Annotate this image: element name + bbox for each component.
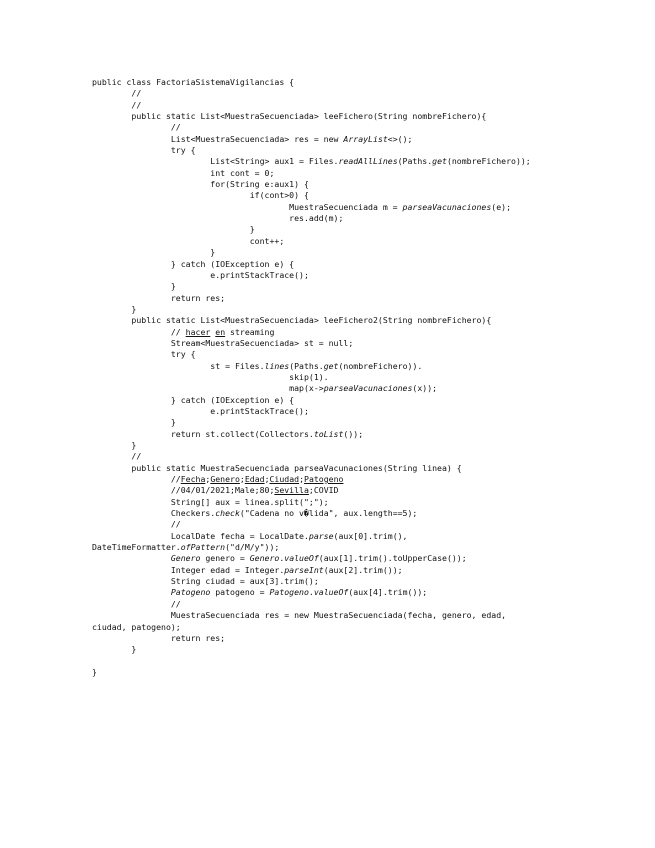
code-segment: Genero [210,474,240,485]
code-line [92,236,632,247]
code-segment: int cont = 0; [92,167,275,178]
code-segment: MuestraSecuenciada m = [92,201,403,212]
code-segment: } [92,281,176,292]
code-line [92,667,632,678]
code-line [92,213,632,224]
code-line [92,406,632,417]
code-line [92,224,632,235]
code-segment: . [308,587,314,598]
code-line [92,327,632,338]
code-line [92,565,632,576]
code-segment: toList [313,428,344,439]
code-segment: ciudad, patogeno); [92,621,181,632]
code-line [92,122,632,133]
code-segment: Ciudad [269,474,300,485]
code-segment: (x)); [412,383,438,394]
code-segment: List<String> aux1 = Files. [92,156,339,167]
code-segment: return res; [92,292,226,303]
code-segment: ; [299,474,305,485]
code-segment: public static List<MuestraSecuenciada> leeFichero2(String nombreFichero){ [92,315,492,326]
code-segment: Genero [170,553,201,564]
code-segment: Fecha [180,474,206,485]
code-segment: } [92,303,137,314]
code-segment: // [92,474,181,485]
code-segment: valueOf [284,553,319,564]
code-segment: genero = [200,553,250,564]
code-segment: map(x-> [92,383,324,394]
code-segment: en [215,326,226,337]
code-line [92,508,632,519]
code-segment: streaming [225,326,275,337]
code-line [92,281,632,292]
code-segment: parseaVacunaciones [323,383,413,394]
code-segment: } [92,440,137,450]
code-segment: Stream<MuestraSecuenciada> st = null; [92,337,354,348]
code-line [92,179,632,190]
code-segment: // [92,326,186,337]
code-segment: // [92,122,181,133]
code-segment: e.printStackTrace(); [92,269,309,280]
code-segment: Patogeno [170,587,211,598]
code-line [92,383,632,394]
code-segment: (Paths. [289,360,324,371]
code-segment: List<MuestraSecuenciada> res = new [92,133,344,144]
code-segment: (Paths. [397,156,433,167]
code-line [92,168,632,179]
code-segment: Sevilla [274,485,309,496]
code-line [92,633,632,644]
code-segment: public static MuestraSecuenciada parseaVacunaciones(String linea) { [92,462,462,473]
code-segment: parseInt [284,564,324,575]
code-segment: (nombreFichero)). [338,360,423,371]
code-segment: } catch (IOException e) { [92,258,295,269]
code-segment: e.printStackTrace(); [92,405,309,416]
code-line [92,145,632,156]
code-segment: ;COVID [308,485,339,496]
code-line [92,88,632,99]
code-segment: try { [92,145,196,156]
code-segment: try { [92,349,196,360]
code-segment: (aux[4].trim()); [348,587,428,598]
code-line [92,156,632,167]
code-segment: // [92,99,142,110]
code-segment: ; [264,474,270,485]
code-line [92,644,632,655]
code-segment: (aux[1].trim().toUpperCase()); [318,553,467,564]
code-segment: // [92,598,181,609]
code-line [92,587,632,598]
code-line [92,372,632,383]
code-segment: // [92,451,142,462]
code-segment: . [279,553,285,564]
code-line [92,349,632,360]
code-line [92,304,632,315]
code-line [92,247,632,258]
code-segment: // [92,519,181,530]
code-segment: Patogeno [269,587,309,598]
code-segment: ("d/M/y")); [225,542,280,553]
code-line [92,202,632,213]
code-segment: Checkers. [92,508,216,519]
code-segment: MuestraSecuenciada res = new MuestraSecuenciada(fecha, genero, edad, [92,610,507,621]
code-line [92,315,632,326]
code-segment: hacer [185,326,211,337]
code-line [92,134,632,145]
code-line [92,259,632,270]
code-line [92,610,632,621]
code-line [92,440,632,451]
code-line [92,293,632,304]
code-segment: } [92,247,216,258]
code-line [92,111,632,122]
code-line [92,417,632,428]
code-segment: ()); [343,428,364,439]
code-segment: return res; [92,632,226,643]
code-segment: ; [239,474,245,485]
code-segment: (e); [491,201,511,212]
code-segment: } [92,666,97,677]
code-segment: (aux[2].trim()); [323,564,403,575]
code-segment: lines [264,360,290,371]
code-segment: //04/01/2021;Male;80; [92,485,275,496]
code-line [92,519,632,530]
code-segment: Integer edad = Integer. [92,564,285,575]
code-line [92,270,632,281]
code-segment: return st.collect(Collectors. [92,428,314,439]
code-segment: check [215,508,240,519]
code-segment: get [323,360,339,371]
code-segment: parseaVacunaciones [402,201,492,212]
code-segment: String ciudad = aux[3].trim(); [92,576,319,587]
code-segment [92,553,171,563]
code-line [92,463,632,474]
code-segment: } [92,417,176,428]
code-segment: ("Cadena no v�lida", aux.length==5); [239,508,418,519]
code-segment: // [92,88,142,99]
code-line [92,100,632,111]
code-line [92,474,632,485]
code-segment: ArrayList [343,133,388,144]
code-segment: for(String e:aux1) { [92,179,309,190]
code-segment: Patogeno [304,474,344,485]
code-segment: } [92,224,255,235]
code-segment: } catch (IOException e) { [92,394,295,405]
code-line [92,451,632,462]
code-line [92,190,632,201]
code-document [92,77,632,678]
code-segment: LocalDate fecha = LocalDate. [92,530,309,541]
code-line [92,553,632,564]
code-line [92,497,632,508]
code-segment: st = Files. [92,360,265,371]
code-segment: parse [308,530,334,541]
code-line [92,485,632,496]
code-line [92,77,632,88]
code-line [92,576,632,587]
code-segment: public class FactoriaSistemaVigilancias { [92,77,295,87]
code-line [92,361,632,372]
code-line [92,531,632,542]
code-segment: get [432,156,447,167]
code-line [92,622,632,633]
code-segment: valueOf [313,587,349,598]
code-segment: Edad [244,474,265,485]
code-segment: String[] aux = linea.split(";"); [92,496,329,507]
code-segment: Genero [249,553,280,564]
code-line [92,429,632,440]
code-segment: (aux[0].trim(), [333,530,408,541]
code-line [92,656,632,667]
code-segment: readAllLines [338,156,398,167]
code-segment: ; [205,474,211,485]
code-segment: skip(1). [92,371,329,382]
code-segment [92,587,171,597]
code-segment: cont++; [92,235,285,246]
code-segment: res.add(m); [92,213,344,224]
code-segment: public static List<MuestraSecuenciada> leeFichero(String nombreFichero){ [92,111,487,122]
code-line [92,599,632,610]
code-line [92,338,632,349]
code-segment: DateTimeFormatter. [92,542,181,553]
code-line [92,395,632,406]
code-segment: patogeno = [210,587,270,598]
code-segment: (nombreFichero)); [446,156,531,167]
code-line [92,542,632,553]
code-segment: ofPattern [180,542,226,553]
code-segment: if(cont>0) { [92,190,309,201]
code-segment: <>(); [387,133,413,144]
code-segment: } [92,644,137,655]
